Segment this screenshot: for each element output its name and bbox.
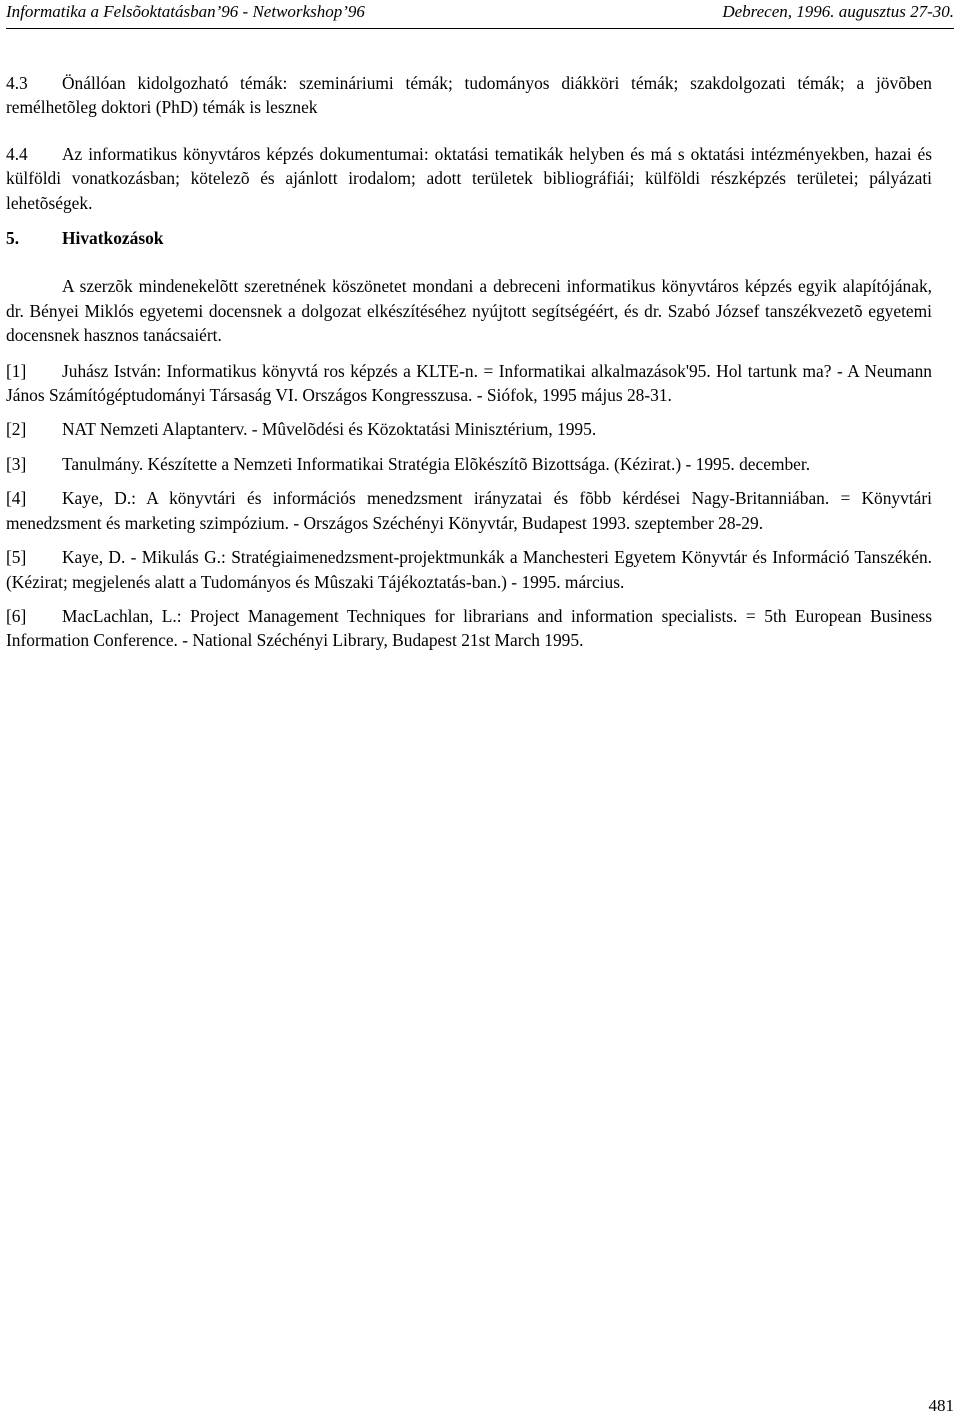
reference-item [6, 452, 932, 476]
references-heading [6, 226, 932, 250]
reference-text: MacLachlan, L.: Project Management Techniques for librarians and information specialists. = 5th European Business Information Conference. - National Széchényi Library, Budapest 21st March 1995. [6, 605, 932, 651]
section-4-4 [6, 142, 932, 215]
reference-label: [6] [6, 605, 27, 626]
reference-item [6, 545, 932, 594]
acknowledgement-paragraph: A szerzõk mindenekelõtt szeretnének köszönetet mondani a debreceni informatikus könyvtáros képzés egyik alapítójának, dr. Bényei Miklós egyetemi docensnek a dolgozat elkészítéséhez nyújtott segítségéért, és dr. Szabó József tanszékvezetõ egyetemi docensnek hasznos tanácsaiért. [6, 276, 932, 346]
reference-label: [4] [6, 488, 27, 509]
heading-number: 5. [6, 228, 20, 249]
reference-item [6, 417, 932, 441]
page-number: 481 [928, 1396, 954, 1415]
section-number: 4.4 [6, 143, 28, 164]
reference-item [6, 359, 932, 408]
header-place-date: Debrecen, 1996. augusztus 27-30. [722, 2, 954, 21]
reference-item [6, 604, 932, 653]
section-text: Az informatikus könyvtáros képzés dokumentumai: oktatási tematikák helyben és má s oktatási intézményekben, hazai és külföldi vonatkozásban; kötelezõ és ajánlott irodalom; adott területek bibliográfiái; külföldi részképzés területei; pályázati lehetõségek. [6, 143, 932, 213]
reference-label: [1] [6, 360, 27, 381]
reference-text: Juhász István: Informatikus könyvtá ros képzés a KLTE-n. = Informatikai alkalmazások'95. Hol tartunk ma? - A Neumann János Számítógéptudományi Társaság VI. Országos Kongresszusa. - Siófok, 1995 május 28-31. [6, 360, 932, 406]
reference-label: [3] [6, 453, 27, 474]
page-body [6, 71, 932, 653]
reference-label: [5] [6, 547, 27, 568]
section-4-3 [6, 71, 932, 120]
reference-item [6, 486, 932, 535]
section-text: Önállóan kidolgozható témák: szemináriumi témák; tudományos diákköri témák; szakdolgozati témák; a jövõben remélhetõleg doktori (PhD) témák is lesznek [6, 73, 932, 118]
heading-title: Hivatkozások [62, 228, 164, 249]
reference-text: Tanulmány. Készítette a Nemzeti Informatikai Stratégia Elõkészítõ Bizottsága. (Kézirat.) - 1995. december. [62, 453, 811, 474]
reference-text: Kaye, D. - Mikulás G.: Stratégiaimenedzsment-projektmunkák a Manchesteri Egyetem Könyvtár és Információ Tanszékén. (Kézirat; megjelenés alatt a Tudományos és Mûszaki Tájékoztatás-ban.) - 1995. március. [6, 547, 932, 592]
section-number: 4.3 [6, 73, 28, 93]
reference-label: [2] [6, 419, 27, 440]
reference-text: NAT Nemzeti Alaptanterv. - Mûvelõdési és Közoktatási Minisztérium, 1995. [62, 419, 597, 440]
running-header [6, 0, 954, 29]
header-conference-title: Informatika a Felsõoktatásban’96 - Networkshop’96 [6, 2, 365, 21]
reference-text: Kaye, D.: A könyvtári és információs menedzsment irányzatai és fõbb kérdései Nagy-Britanniában. = Könyvtári menedzsment és marketing szimpózium. - Országos Széchényi Könyvtár, Budapest 1993. szeptember 28-29. [6, 488, 932, 533]
